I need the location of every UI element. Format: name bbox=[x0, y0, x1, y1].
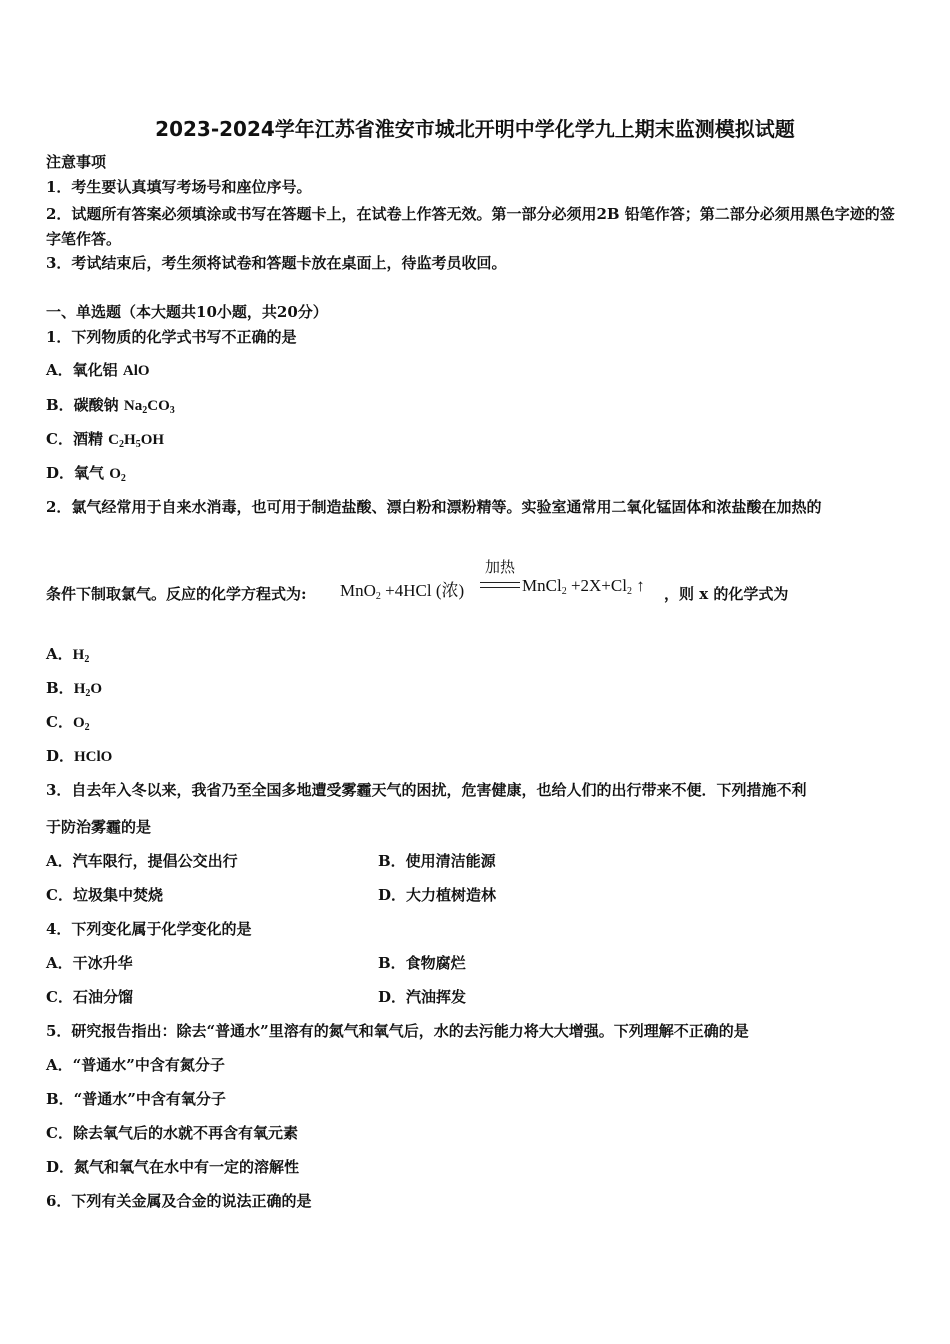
q2-option-a: A．$H_2$ bbox=[46, 645, 90, 665]
q5-option-d: D．氮气和氧气在水中有一定的溶解性 bbox=[46, 1158, 300, 1176]
formula: $C_2H_5OH$ bbox=[108, 432, 165, 450]
q5-stem: 5．研究报告指出：除去“普通水”里溶有的氮气和氧气后，水的去污能力将大大增强。下列理解不正确的是 bbox=[46, 1022, 749, 1040]
equation-reactants: MnO$_2$ +4HCl (浓) bbox=[340, 581, 465, 602]
q2-stem-line1: 2．氯气经常用于自来水消毒，也可用于制造盐酸、漂白粉和漂粉精等。实验室通常用二氧化锰固体和浓盐酸在加热的 bbox=[46, 498, 822, 516]
q4-option-a: A．干冰升华 bbox=[46, 954, 133, 972]
q5-option-a: A．“普通水”中含有氮分子 bbox=[46, 1056, 225, 1074]
q2-option-c: C．$O_2$ bbox=[46, 713, 90, 733]
notice-item-2: 2．试题所有答案必须填涂或书写在答题卡上，在试卷上作答无效。第一部分必须用2B 铅笔作答；第二部分必须用黑色字迹的签字笔作答。 bbox=[46, 205, 895, 248]
q1-option-b bbox=[46, 395, 175, 416]
q4-option-c: C．石油分馏 bbox=[46, 988, 133, 1006]
q3-option-a: A．汽车限行，提倡公交出行 bbox=[46, 852, 238, 870]
q4-stem: 4．下列变化属于化学变化的是 bbox=[46, 920, 252, 938]
equation-condition-arrow bbox=[480, 558, 520, 588]
q4-option-b: B．食物腐烂 bbox=[378, 954, 466, 972]
equation-condition: 加热 bbox=[484, 558, 515, 576]
notice-item-3: 3．考试结束后，考生须将试卷和答题卡放在桌面上，待监考员收回。 bbox=[46, 254, 507, 272]
q3-stem-line2: 于防治雾霾的是 bbox=[46, 818, 152, 836]
q1-option-d bbox=[46, 463, 126, 484]
option-label: B．碳酸钠 bbox=[46, 396, 124, 414]
q2-stem-line2: 条件下制取氯气。反应的化学方程式为: bbox=[46, 585, 307, 603]
option-label: A．氧化铝 bbox=[46, 361, 123, 379]
q3-option-c: C．垃圾集中焚烧 bbox=[46, 886, 163, 904]
q6-stem: 6．下列有关金属及合金的说法正确的是 bbox=[46, 1192, 312, 1210]
q1-option-a bbox=[46, 360, 150, 381]
equation-products: MnCl$_2$ $+2X+Cl_2$ ↑ bbox=[522, 576, 645, 597]
q2-option-d: D．HClO bbox=[46, 747, 113, 765]
option-label: D．氧气 bbox=[46, 464, 110, 482]
notice-heading: 注意事项 bbox=[46, 153, 107, 171]
equals-sign bbox=[480, 582, 520, 588]
q3-option-b: B．使用清洁能源 bbox=[378, 852, 496, 870]
formula: $O_2$ bbox=[109, 466, 126, 484]
q4-option-d: D．汽油挥发 bbox=[378, 988, 467, 1006]
notice-item-1: 1．考生要认真填写考场号和座位序号。 bbox=[46, 178, 312, 196]
q5-option-c: C．除去氧气后的水就不再含有氧元素 bbox=[46, 1124, 298, 1142]
q5-option-b: B．“普通水”中含有氧分子 bbox=[46, 1090, 226, 1108]
q3-option-d: D．大力植树造林 bbox=[378, 886, 497, 904]
q2-option-b: B．$H_2O$ bbox=[46, 679, 103, 699]
option-label: C．酒精 bbox=[46, 430, 109, 448]
page-title: 2023-2024学年江苏省淮安市城北开明中学化学九上期末监测模拟试题 bbox=[155, 117, 795, 141]
formula: AlO bbox=[122, 363, 150, 379]
q2-stem-line3: ，则 x 的化学式为 bbox=[664, 585, 789, 603]
q3-stem-line1: 3．自去年入冬以来，我省乃至全国多地遭受雾霾天气的困扰，危害健康，也给人们的出行带来不便．下列措施不利 bbox=[46, 781, 807, 799]
q1-stem: 1．下列物质的化学式书写不正确的是 bbox=[46, 328, 297, 346]
q1-option-c bbox=[46, 429, 164, 450]
formula: $Na_2CO_3$ bbox=[123, 398, 175, 416]
section-heading: 一、单选题（本大题共10小题，共20分） bbox=[46, 303, 328, 321]
